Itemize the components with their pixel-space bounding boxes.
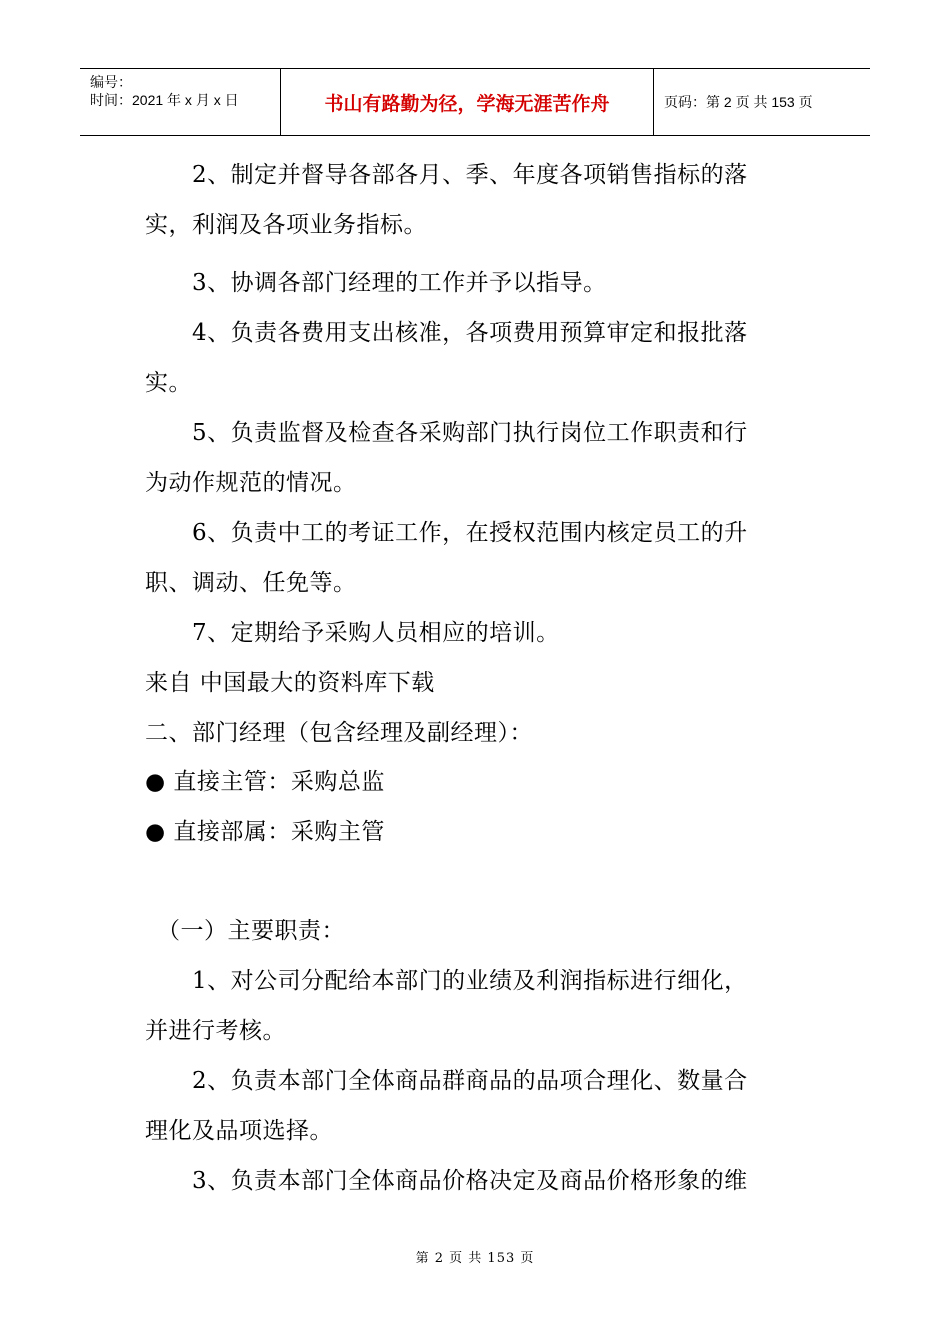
bullet-item: ● 直接主管：采购总监 <box>145 769 385 795</box>
paragraph-line: 1、对公司分配给本部门的业绩及利润指标进行细化， <box>145 968 748 994</box>
paragraph-line: 4、负责各费用支出核准，各项费用预算审定和报批落 <box>145 320 748 346</box>
paragraph-line: 为动作规范的情况。 <box>145 470 357 496</box>
paragraph-line: 实，利润及各项业务指标。 <box>145 212 427 238</box>
header-table <box>80 68 870 136</box>
paragraph-line: 实。 <box>145 370 192 396</box>
header-motto-cell <box>281 69 654 135</box>
paragraph-line: 3、负责本部门全体商品价格决定及商品价格形象的维 <box>145 1168 748 1194</box>
bullet-item: ● 直接部属：采购主管 <box>145 819 385 845</box>
source-note: 来自 中国最大的资料库下载 <box>145 670 435 696</box>
header-meta-cell <box>80 69 281 135</box>
header-page-info: 页码：第 2 页 共 153 页 <box>664 94 813 110</box>
header-page-cell <box>654 69 870 135</box>
paragraph-line: 6、负责中工的考证工作，在授权范围内核定员工的升 <box>145 520 748 546</box>
section-heading: 二、部门经理（包含经理及副经理）： <box>145 720 533 746</box>
paragraph-line: 3、协调各部门经理的工作并予以指导。 <box>145 270 607 296</box>
subsection-heading: （一）主要职责： <box>145 918 345 944</box>
serial-number-label: 编号： <box>90 74 132 90</box>
paragraph-line: 职、调动、任免等。 <box>145 570 357 596</box>
paragraph-line: 7、定期给予采购人员相应的培训。 <box>145 620 560 646</box>
paragraph-line: 理化及品项选择。 <box>145 1118 333 1144</box>
date-label: 时间：2021 年 x 月 x 日 <box>90 92 239 108</box>
paragraph-line: 并进行考核。 <box>145 1018 286 1044</box>
page-footer <box>0 1247 950 1266</box>
paragraph-line: 2、制定并督导各部各月、季、年度各项销售指标的落 <box>145 162 748 188</box>
paragraph-line: 5、负责监督及检查各采购部门执行岗位工作职责和行 <box>145 420 748 446</box>
motto-text: 书山有路勤为径，学海无涯苦作舟 <box>324 92 610 115</box>
paragraph-line: 2、负责本部门全体商品群商品的品项合理化、数量合 <box>145 1068 748 1094</box>
footer-page-number: 第 2 页 共 153 页 <box>415 1251 535 1266</box>
